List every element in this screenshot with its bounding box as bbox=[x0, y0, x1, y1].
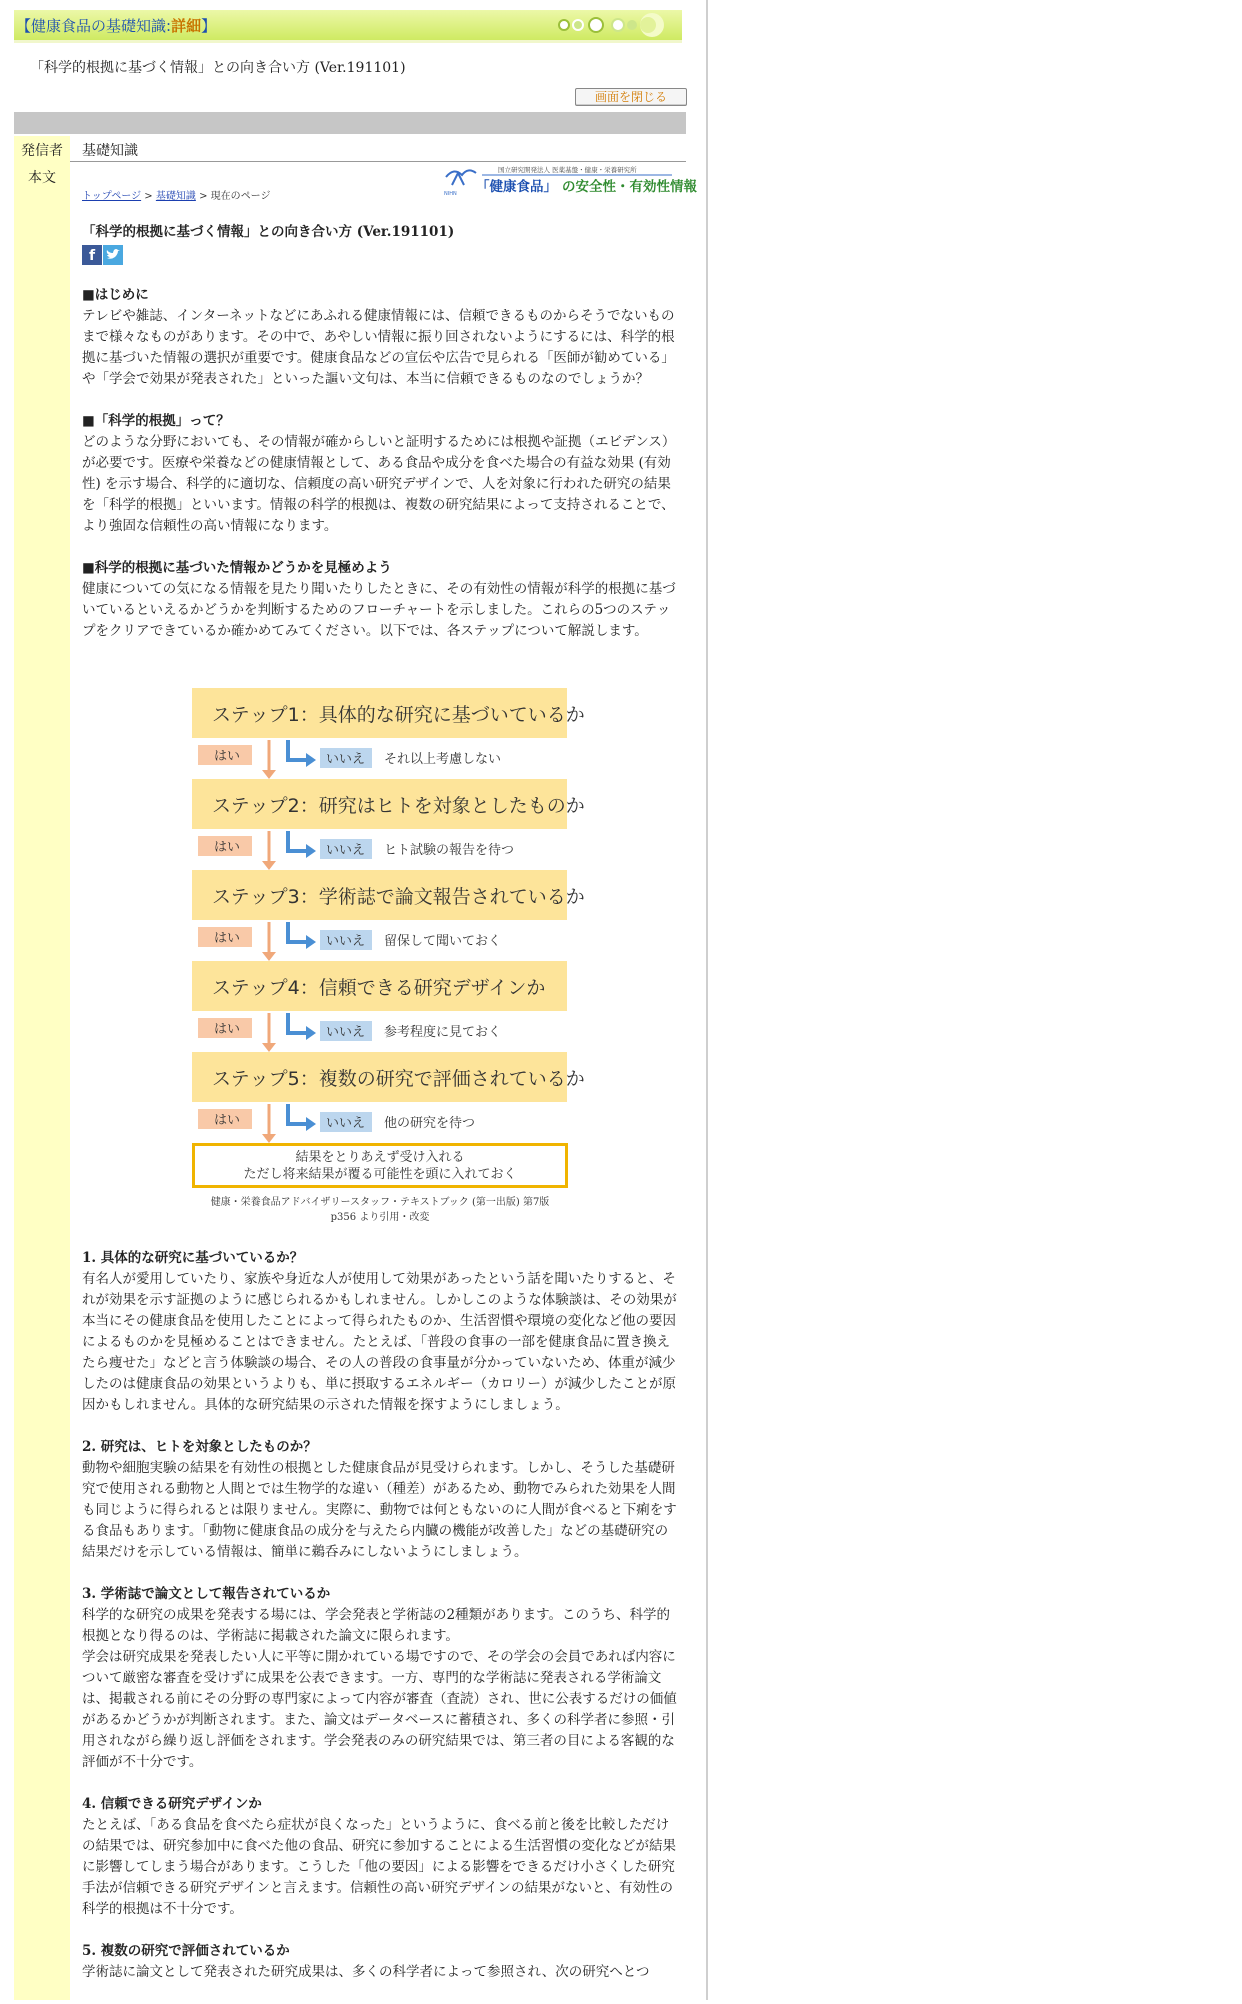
no-arrow-line bbox=[288, 1013, 308, 1033]
logo-mark: NIHN bbox=[444, 191, 457, 197]
no-arrow-head bbox=[306, 753, 316, 767]
detail-heading: 2. 研究は、ヒトを対象としたものか？ bbox=[82, 1439, 317, 1455]
twitter-share-icon[interactable] bbox=[103, 245, 123, 265]
body-label: 本文 bbox=[28, 170, 56, 186]
no-arrow-line bbox=[288, 831, 308, 851]
no-label: いいえ bbox=[326, 934, 366, 949]
grey-separator-bar bbox=[14, 112, 686, 134]
no-label: いいえ bbox=[326, 752, 366, 767]
decorative-circles-icon bbox=[544, 13, 674, 37]
section-heading: ■はじめに bbox=[82, 287, 149, 303]
section-heading: ■「科学的根拠」って？ bbox=[82, 413, 230, 429]
detail-heading: 1. 具体的な研究に基づいているか？ bbox=[82, 1250, 304, 1266]
site-logo[interactable] bbox=[442, 163, 697, 199]
section-text: 健康についての気になる情報を見たり聞いたりしたときに、その有効性の情報が科学的根拠に基づいているといえるかどうかを判断するためのフローチャートを示しました。これらの5つのステップをクリアできているか確かめてみてください。以下では、各ステップについて解説します。 bbox=[82, 581, 676, 639]
yes-arrow-head bbox=[262, 1134, 276, 1143]
detail-text: 学会は研究成果を発表したい人に平等に開かれている場ですので、その学会の会員であれば内容について厳密な審査を受けずに成果を公表できます。一方、専門的な学術誌に発表される学術論文は、掲載される前にその分野の専門家によって内容が審査（査読）され、世に公表するだけの価値があるかどうかが判断されます。また、論文はデータベースに蓄積され、多くの科学者に参照・引用されながら繰り返し評価をされます。学会発表のみの研究結果では、第三者の目による客観的な評価が不十分です。 bbox=[82, 1649, 677, 1770]
yes-arrow-head bbox=[262, 861, 276, 870]
detail-heading: 3. 学術誌で論文として報告されているか bbox=[82, 1586, 331, 1602]
breadcrumb-separator: > bbox=[144, 191, 153, 202]
yes-label: はい bbox=[214, 1022, 241, 1037]
step-title: ステップ2：研究はヒトを対象としたものか bbox=[212, 795, 585, 817]
section-text: テレビや雑誌、インターネットなどにあふれる健康情報には、信頼できるものからそうでないものまで様々なものがあります。その中で、あやしい情報に振り回されないようにするには、科学的根拠に基づいた情報の選択が重要です。健康食品などの宣伝や広告で見られる「医師が勧めている」や「学会で効果が発表された」といった謳い文句は、本当に信頼できるものなのでしょうか？ bbox=[82, 308, 675, 387]
breadcrumb-home-link[interactable]: トップページ bbox=[82, 191, 142, 202]
no-arrow-head bbox=[306, 844, 316, 858]
yes-label: はい bbox=[214, 1113, 241, 1128]
page-title: 「科学的根拠に基づく情報」との向き合い方 (Ver.191101) bbox=[30, 60, 406, 76]
flowchart bbox=[192, 688, 585, 1228]
header-banner bbox=[14, 10, 682, 43]
no-action-text: 留保して聞いておく bbox=[384, 934, 502, 949]
no-arrow-head bbox=[306, 935, 316, 949]
detail-text: たとえば、「ある食品を食べたら症状が良くなった」というように、食べる前と後を比較しただけの結果では、研究参加中に食べた他の食品、研究に参加することによる生活習慣の変化などが結果に影響してしまう場合があります。こうした「他の要因」による影響をできるだけ小さくした研究手法が信頼できる研究デザインと言えます。信頼性の高い研究デザインの結果がないと、有効性の科学的根拠は不十分です。 bbox=[82, 1817, 676, 1917]
breadcrumb-current: 現在のページ bbox=[210, 191, 271, 202]
banner-title bbox=[16, 15, 216, 36]
breadcrumb bbox=[82, 187, 270, 202]
breadcrumb-separator: > bbox=[199, 191, 208, 202]
no-label: いいえ bbox=[326, 1116, 366, 1131]
no-action-text: 他の研究を待つ bbox=[384, 1116, 476, 1131]
yes-arrow-head bbox=[262, 952, 276, 961]
step-title: ステップ1：具体的な研究に基づいているか bbox=[212, 704, 585, 726]
no-action-text: ヒト試験の報告を待つ bbox=[384, 843, 515, 858]
sender-value: 基礎知識 bbox=[82, 143, 138, 159]
details-body bbox=[82, 1248, 678, 2004]
flowchart-diagram bbox=[192, 688, 585, 1194]
no-label: いいえ bbox=[326, 843, 366, 858]
yes-label: はい bbox=[214, 749, 241, 764]
page-right-border bbox=[706, 0, 708, 2000]
logo-org: 国立研究開発法人 医薬基盤・健康・栄養研究所 bbox=[498, 166, 637, 174]
section-heading: ■科学的根拠に基づいた情報かどうかを見極めよう bbox=[82, 560, 392, 576]
result-line1: 結果をとりあえず受け入れる bbox=[295, 1150, 465, 1165]
result-line2: ただし将来結果が覆る可能性を頭に入れておく bbox=[243, 1167, 517, 1182]
no-arrow-head bbox=[306, 1117, 316, 1131]
detail-text: 学術誌に論文として発表された研究成果は、多くの科学者によって参照され、次の研究へとつ bbox=[82, 1964, 650, 1980]
banner-title-detail: 詳細 bbox=[171, 17, 202, 35]
share-buttons bbox=[82, 245, 678, 267]
facebook-share-icon[interactable]: f bbox=[82, 245, 102, 265]
yes-label: はい bbox=[214, 840, 241, 855]
detail-heading: 4. 信頼できる研究デザインか bbox=[82, 1796, 262, 1812]
detail-text: 有名人が愛用していたり、家族や身近な人が使用して効果があったという話を聞いたりすると、それが効果を示す証拠のように感じられるかもしれません。しかしこのような体験談は、その効果が本当にその健康食品を使用したことによって得られたものか、生活習慣や環境の変化など他の要因によるものかを見極めることはできません。たとえば、「普段の食事の一部を健康食品に置き換えたら痩せた」などと言う体験談の場合、その人の普段の食事量が分かっていないため、体重が減少したのは健康食品の効果というよりも、単に摂取するエネルギー（カロリー）が減少したことが原因かもしれません。具体的な研究結果の示された情報を探すようにしましょう。 bbox=[82, 1271, 677, 1413]
logo-title-part1: 「健康食品」 bbox=[476, 179, 557, 195]
flowchart-caption-line1: 健康・栄養食品アドバイザリースタッフ・テキストブック (第一出版) 第7版 bbox=[210, 1197, 550, 1208]
yes-arrow-head bbox=[262, 1043, 276, 1052]
step-title: ステップ3：学術誌で論文報告されているか bbox=[212, 886, 585, 908]
no-arrow-line bbox=[288, 740, 308, 760]
no-arrow-line bbox=[288, 922, 308, 942]
no-action-text: 参考程度に見ておく bbox=[384, 1025, 502, 1040]
detail-heading: 5. 複数の研究で評価されているか bbox=[82, 1943, 290, 1959]
breadcrumb-section-link[interactable]: 基礎知識 bbox=[155, 191, 196, 202]
article-title: 「科学的根拠に基づく情報」との向き合い方 (Ver.191101) bbox=[82, 224, 455, 240]
no-arrow-head bbox=[306, 1026, 316, 1040]
no-arrow-line bbox=[288, 1104, 308, 1124]
detail-text: 動物や細胞実験の結果を有効性の根拠とした健康食品が見受けられます。しかし、そうした基礎研究で使用される動物と人間とでは生物学的な違い（種差）があるため、動物でみられた効果を人間も同じように得られるとは限りません。実際に、動物では何ともないのに人間が食べると下痢をする食品もあります。「動物に健康食品の成分を与えたら内臓の機能が改善した」などの基礎研究の結果だけを示している情報は、簡単に鵜呑みにしないようにしましょう。 bbox=[82, 1460, 677, 1560]
logo-title-part2: の安全性・有効性情報 bbox=[562, 179, 697, 195]
section-text: どのような分野においても、その情報が確からしいと証明するためには根拠や証拠（エビデンス）が必要です。医療や栄養などの健康情報として、ある食品や成分を食べた場合の有益な効果 (有効性) を示す場合、科学的に適切な、信頼度の高い研究デザインで、人を対象に行われた研究の結果を「科学的根拠」といいます。情報の科学的根拠は、複数の研究結果によって支持されることで、より強固な信頼性の高い情報になります。 bbox=[82, 434, 676, 534]
detail-text: 科学的な研究の成果を発表する場には、学会発表と学術誌の2種類があります。このうち、科学的根拠となり得るのは、学術誌に掲載された論文に限られます。 bbox=[82, 1607, 671, 1644]
sender-label: 発信者 bbox=[21, 143, 63, 159]
row-divider bbox=[70, 161, 686, 162]
label-column bbox=[14, 136, 70, 2000]
banner-title-suffix: 】 bbox=[201, 17, 217, 35]
step-title: ステップ5：複数の研究で評価されているか bbox=[212, 1068, 585, 1090]
flowchart-caption-line2: p356 より引用・改変 bbox=[330, 1212, 430, 1223]
no-action-text: それ以上考慮しない bbox=[384, 752, 502, 767]
article-body bbox=[82, 222, 678, 642]
close-window-button[interactable]: 画面を閉じる bbox=[575, 88, 687, 106]
no-label: いいえ bbox=[326, 1025, 366, 1040]
yes-label: はい bbox=[214, 931, 241, 946]
yes-arrow-head bbox=[262, 770, 276, 779]
banner-title-prefix: 【健康食品の基礎知識: bbox=[16, 17, 172, 35]
step-title: ステップ4：信頼できる研究デザインか bbox=[212, 977, 546, 999]
